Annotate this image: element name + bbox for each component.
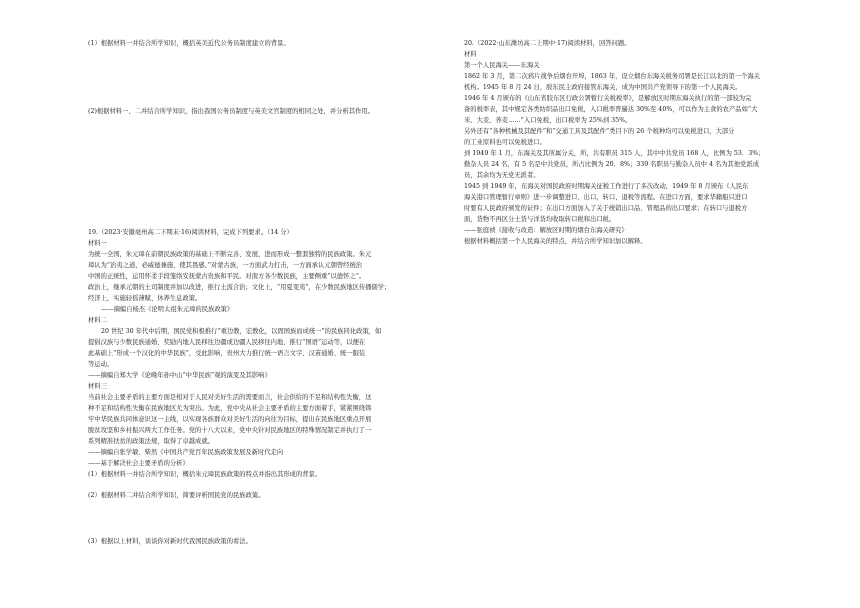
material-line: 另外还有“各种机械及其配件”和“交通工具及其配件”类目下的 26 个税种均可以免税进口，大部分 xyxy=(464,128,735,135)
material-1-line: 中国的正统性，运用怀柔手段笼络安抚蒙古贵族和平民。对南方各少数民族，主要侧重“以德怀之”。 xyxy=(88,273,366,280)
material-3-line: 种不足和结构性失衡在民族地区尤为突出。为此，党中央从社会主要矛盾的主要方面着手，紧紧围绕铸 xyxy=(88,405,372,412)
material-1-line: 璋认为“治夷之道，必威德兼施，使其畏感。”对蒙古族，一方面武力打击，一方面承认元朝曾经统治 xyxy=(88,262,363,269)
question-19-2: (2）根据材料二并结合所学知识，简要评析国民党的民族政策。 xyxy=(88,492,265,499)
material-source: ——张庭祯《接收与改造：解放区时期的烟台东海关研究》 xyxy=(464,227,628,234)
material-2-source: ——摘编自郑大学《论晚年孙中山“中华民族”观的演变及其影响》 xyxy=(88,372,271,379)
material-3-line: 系列精准扶贫的政策法规，取得了卓越成就。 xyxy=(88,438,214,445)
material-line: 的工业原料也可以免税进口。 xyxy=(464,139,546,146)
material-3-source: ——摘编自张学敏、柴然《中国共产党百年民族政策发展及新时代走向 xyxy=(88,449,284,456)
material-1-line: 经济上，实施轻徭薄赋、休养生息政策。 xyxy=(88,295,202,302)
material-3-source: ——基于解决社会主要矛盾的分析》 xyxy=(88,460,189,467)
material-line: 勤杂人员 24 名，有 5 名是中共党员，所占比例为 20．8%；339 名职员与勤杂人员中 4 名为其他党派成 xyxy=(464,161,760,168)
question-19-title: 19.（2023·安徽亳州高二下期末·16)阅读材料，完成下列要求。（14 分） xyxy=(88,229,293,236)
material-line: 1946 年 4 月颁布的《山东省胶东区行政公署暂行关税税率》，是解放区时期东海关执行的第一部较为完 xyxy=(464,95,752,102)
material-2-heading: 材料二 xyxy=(88,317,107,324)
material-line: 海关港口管理暂行章则》进一步调整进口、出口，转口、退税等流程。在进口方面，要求华籍船只进口 xyxy=(464,194,748,201)
material-1-heading: 材料一 xyxy=(88,240,107,247)
material-2-line: 提倡汉族与少数民族通婚、奖励内地人民移往边疆或边疆人民移往内地、推行“国语”运动等，以便在 xyxy=(88,339,366,346)
material-line: 时要有人民政府颁发的证件；在出口方面加入了关于统销出口品、管理品的出口要求；在转口与退税方 xyxy=(464,205,748,212)
material-line: 员，其余均为无党无派者。 xyxy=(464,172,540,179)
material-1-source: ——摘编自杨杰《论明太祖朱元璋的民族政策》 xyxy=(101,306,234,313)
material-subtitle: 第一个人民海关——东海关 xyxy=(464,62,540,69)
material-3-line: 牢中华民族共同体意识这一主线，以实现各族群众对美好生活的向往为目标，提出在民族地区重点开展 xyxy=(88,416,372,423)
material-3-line: 脱贫攻坚和乡村振兴两大工作任务。党的十八大以来，党中央针对民族地区的特殊情况制定并执行了一 xyxy=(88,427,372,434)
material-2-line: 20 世纪 30 年代中后期，国民党积极推行“重边教，宏教化，以固国族而成统一”的民族同化政策，如 xyxy=(101,328,382,335)
material-1-line: 为统一全国，朱元璋在前朝民族政策的基础上不断完善、发展，进而形成一整套独特的民族政策。朱元 xyxy=(88,251,372,258)
material-2-line: 此基础上“形成一个汉化的中华民族”，受此影响，贵州大力推行统一语言文字、汉苗通婚、统一服装 xyxy=(88,350,366,357)
material-heading: 材料 xyxy=(464,51,477,58)
question-19-1: (1）根据材料一并结合所学知识，概括朱元璋民族政策的特点并指出其形成的背景。 xyxy=(88,471,322,478)
question-prev-1: (1）根据材料一并结合所学知识，概括英美近代公务员制度建立的背景。 xyxy=(88,40,290,47)
material-3-line: 当前社会主要矛盾的主要方面是相对于人民对美好生活的需要而言，社会供给的不足和结构性失衡，这 xyxy=(88,394,372,401)
material-line: 备的税率表，其中规定各类纺织品出口免税，入口税率普遍达 30%至 40%，可以作为主食的农产品如“大 xyxy=(464,106,758,113)
material-line: 面，货物不再区分土货与洋货均收取转口税和出口税。 xyxy=(464,216,616,223)
material-2-line: 等运动。 xyxy=(88,361,114,368)
question-20-prompt: 根据材料概括第一个人民海关的特点，并结合所学知识加以解释。 xyxy=(464,238,647,245)
question-20-title: 20.（2022·山东潍坊高二上期中·17)阅读材料，回答问题。 xyxy=(464,40,631,47)
material-line: 1945 到 1949 年，东海关对国民政府时期海关征税工作进行了多次改动，1949 年 8 月颁布《人民东 xyxy=(464,183,749,190)
question-prev-2: (2)根据材料一、二并结合所学知识，指出我国公务员制度与英美文官制度的相同之处，并分析其作用。 xyxy=(88,108,374,115)
question-19-3: (3）根据以上材料，谈谈你对新时代我国民族政策的看法。 xyxy=(88,538,252,545)
material-line: 到 1949 年 1 月，东海关及其所属分关，所，共有职员 315 人，其中中共党员 168 人，比例为 53．3%； xyxy=(464,150,765,157)
material-line: 1862 年 3 月，第二次鸦片战争后烟台开埠，1863 年，设立烟台东海关税务司署是长江以北的第一个海关 xyxy=(464,73,760,80)
material-1-line: 政治上，继承元朝的土司制度并加以改进，推行土流合治；文化上，“用夏变夷”，在少数民族地区传播儒学； xyxy=(88,284,391,291)
material-line: 米、大麦、荞麦……”入口免税，出口税率为 25%到 35%。 xyxy=(464,117,632,124)
material-line: 机构。1945 年 8 月 24 日，胶东民主政府接管东海关，成为中国共产党领导下的第一个人民海关。 xyxy=(464,84,742,91)
material-3-heading: 材料三 xyxy=(88,383,107,390)
